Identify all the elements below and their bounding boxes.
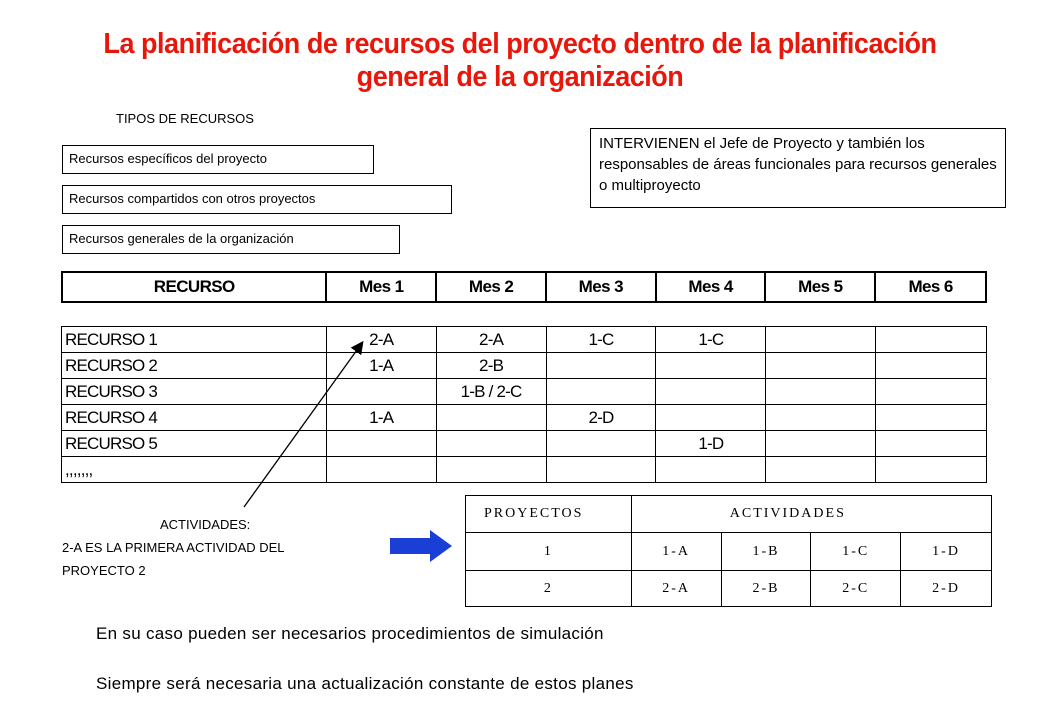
- table-cell: 1-C: [546, 327, 656, 353]
- table-cell: 1-A: [326, 405, 436, 431]
- table-cell: 1-A: [326, 353, 436, 379]
- header-actividades: ACTIVIDADES: [631, 496, 991, 533]
- projects-table: [465, 495, 992, 607]
- row-label: RECURSO 2: [62, 353, 327, 379]
- activities-line-2: PROYECTO 2: [62, 563, 146, 578]
- row-label: RECURSO 5: [62, 431, 327, 457]
- resource-types-heading: TIPOS DE RECURSOS: [116, 111, 254, 126]
- activity-cell: 2-A: [631, 571, 721, 607]
- header-mes-3: Mes 3: [546, 272, 656, 302]
- header-mes-6: Mes 6: [875, 272, 986, 302]
- title-line-1: La planificación de recursos del proyecto dentro de la planificación: [103, 28, 937, 60]
- activity-cell: 1-D: [901, 533, 992, 571]
- row-label: RECURSO 4: [62, 405, 327, 431]
- row-label: RECURSO 3: [62, 379, 327, 405]
- resource-type-shared: Recursos compartidos con otros proyectos: [62, 185, 452, 214]
- footer-line-2: Siempre será necesaria una actualización constante de estos planes: [96, 674, 634, 693]
- pointer-line: [244, 343, 362, 507]
- table-row: [466, 533, 992, 571]
- activities-label: ACTIVIDADES:: [160, 517, 251, 532]
- table-cell: 1-D: [656, 431, 766, 457]
- activity-cell: 2-D: [901, 571, 992, 607]
- activity-cell: 1-B: [721, 533, 811, 571]
- header-mes-2: Mes 2: [436, 272, 546, 302]
- header-mes-4: Mes 4: [656, 272, 766, 302]
- footer-line-1: En su caso pueden ser necesarios procedimientos de simulación: [96, 624, 604, 643]
- participants-note: INTERVIENEN el Jefe de Proyecto y también los responsables de áreas funcionales para recursos generales o multiproyecto: [590, 128, 1006, 208]
- table-cell: 2-A: [436, 327, 546, 353]
- resource-type-specific: Recursos específicos del proyecto: [62, 145, 374, 174]
- blue-arrow-icon: [390, 530, 452, 562]
- activity-cell: 1-A: [631, 533, 721, 571]
- row-label: RECURSO 1: [62, 327, 327, 353]
- title-line-2: general de la organización: [356, 61, 684, 93]
- table-cell: 2-D: [546, 405, 656, 431]
- activity-cell: 2-C: [811, 571, 901, 607]
- table-cell: 1-B / 2-C: [436, 379, 546, 405]
- header-mes-1: Mes 1: [326, 272, 436, 302]
- activities-line-1: 2-A ES LA PRIMERA ACTIVIDAD DEL: [62, 540, 285, 555]
- header-proyectos: PROYECTOS: [466, 496, 632, 533]
- activity-cell: 2-B: [721, 571, 811, 607]
- table-cell: 2-A: [326, 327, 436, 353]
- row-label: ,,,,,,,: [62, 457, 327, 483]
- table-cell: 1-C: [656, 327, 766, 353]
- project-number: 2: [466, 571, 632, 607]
- activity-cell: 1-C: [811, 533, 901, 571]
- table-cell: 2-B: [436, 353, 546, 379]
- table-row: [466, 571, 992, 607]
- header-recurso: RECURSO: [62, 272, 326, 302]
- resource-type-general: Recursos generales de la organización: [62, 225, 400, 254]
- header-mes-5: Mes 5: [765, 272, 875, 302]
- project-number: 1: [466, 533, 632, 571]
